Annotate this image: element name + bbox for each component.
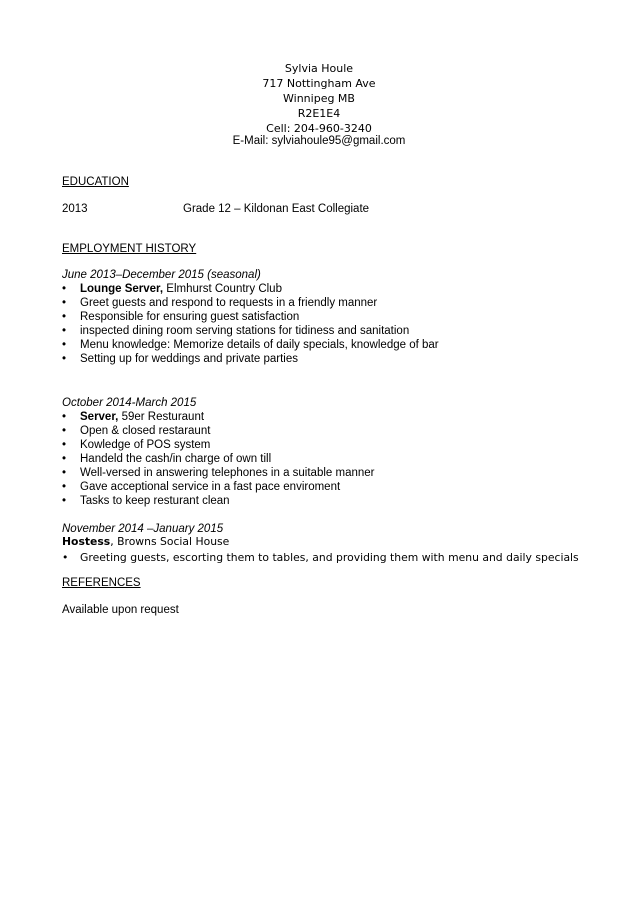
list-item: [62, 466, 374, 480]
education-year: 2013: [62, 203, 88, 215]
job-3-title: Hostess: [62, 535, 111, 548]
job-2-employer: 59er Resturaunt: [118, 411, 205, 423]
bullet-icon: •: [62, 353, 67, 365]
list-item: [62, 338, 439, 352]
bullet-icon: •: [62, 411, 67, 423]
street-address: 717 Nottingham Ave: [262, 77, 376, 90]
job-1-employer: Elmhurst Country Club: [163, 283, 282, 295]
list-item: [62, 282, 439, 296]
duty-text: Responsible for ensuring guest satisfaction: [80, 311, 300, 323]
list-item: [62, 438, 374, 452]
job-3-list: [62, 551, 579, 565]
employment-heading: EMPLOYMENT HISTORY: [62, 243, 197, 255]
bullet-icon: •: [62, 311, 67, 323]
duty-text: Handeld the cash/in charge of own till: [80, 453, 272, 465]
duty-text: Gave acceptional service in a fast pace enviroment: [80, 481, 341, 493]
list-item: [62, 424, 374, 438]
job-3-dates: November 2014 –January 2015: [62, 523, 224, 535]
job-1-title: Lounge Server,: [80, 283, 164, 295]
bullet-icon: •: [62, 551, 69, 564]
duty-text: inspected dining room serving stations for tidiness and sanitation: [80, 325, 410, 337]
duty-text: Menu knowledge: Memorize details of daily specials, knowledge of bar: [80, 339, 439, 351]
duty-text: Greet guests and respond to requests in a friendly manner: [80, 297, 378, 309]
list-item: [62, 296, 439, 310]
job-1-dates: June 2013–December 2015 (seasonal): [62, 269, 261, 281]
bullet-icon: •: [62, 439, 67, 451]
duty-text: Tasks to keep resturant clean: [80, 495, 230, 507]
candidate-name: Sylvia Houle: [284, 62, 354, 75]
duty-text: Open & closed restaraunt: [80, 425, 211, 437]
education-detail: Grade 12 – Kildonan East Collegiate: [183, 203, 370, 215]
list-item: [62, 452, 374, 466]
bullet-icon: •: [62, 339, 67, 351]
city-province: Winnipeg MB: [283, 92, 355, 105]
bullet-icon: •: [62, 467, 67, 479]
bullet-icon: •: [62, 481, 67, 493]
job-2-title: Server,: [80, 411, 119, 423]
references-heading: REFERENCES: [62, 577, 141, 589]
job-2-dates: October 2014-March 2015: [62, 397, 197, 409]
postal-code: R2E1E4: [297, 107, 341, 120]
duty-text: Greeting guests, escorting them to tables, and providing them with menu and daily specials: [80, 551, 579, 564]
bullet-icon: •: [62, 325, 67, 337]
list-item: [62, 310, 439, 324]
duty-text: Kowledge of POS system: [80, 439, 211, 451]
job-2-list: [62, 410, 374, 508]
references-text: Available upon request: [62, 604, 179, 616]
job-1-list: [62, 282, 439, 366]
job-3-employer: , Browns Social House: [110, 535, 230, 548]
list-item: [62, 352, 439, 366]
education-heading: EDUCATION: [62, 176, 129, 188]
bullet-icon: •: [62, 297, 67, 309]
bullet-icon: •: [62, 453, 67, 465]
list-item: [62, 551, 579, 565]
bullet-icon: •: [62, 425, 67, 437]
list-item: [62, 480, 374, 494]
duty-text: Setting up for weddings and private parties: [80, 353, 298, 365]
email-address: E-Mail: sylviahoule95@gmail.com: [232, 135, 406, 147]
duty-text: Well-versed in answering telephones in a suitable manner: [80, 467, 375, 479]
list-item: [62, 410, 374, 424]
bullet-icon: •: [62, 495, 67, 507]
list-item: [62, 494, 374, 508]
bullet-icon: •: [62, 283, 67, 295]
job-3-heading: [62, 535, 229, 549]
list-item: [62, 324, 439, 338]
cell-phone: Cell: 204-960-3240: [266, 122, 372, 135]
